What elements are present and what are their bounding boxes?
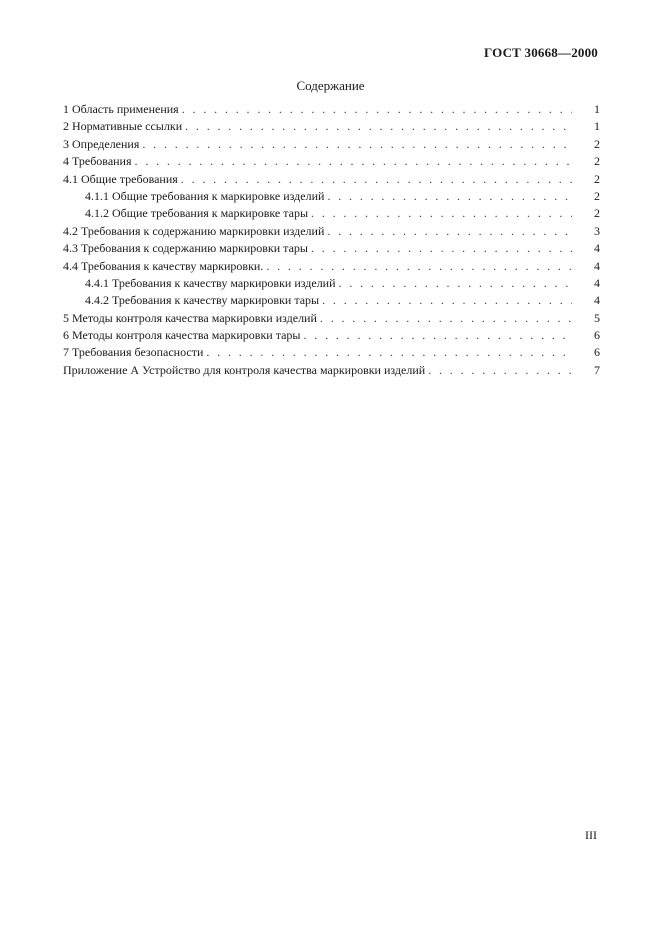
toc-dot-leader bbox=[206, 344, 572, 361]
toc-entry-page: 2 bbox=[594, 171, 600, 186]
toc-dot-leader bbox=[322, 292, 572, 309]
toc-entry[interactable] bbox=[63, 327, 600, 344]
toc-entry-label: 2 Нормативные ссылки bbox=[63, 119, 183, 134]
toc-dot-leader bbox=[327, 223, 572, 240]
toc-entry-label: 4.1.2 Общие требования к маркировке тары bbox=[85, 206, 309, 221]
toc-entry-page: 3 bbox=[594, 223, 600, 238]
toc-entry[interactable] bbox=[63, 344, 600, 361]
toc-dot-leader bbox=[327, 188, 572, 205]
toc-dot-leader bbox=[266, 258, 572, 275]
toc-dot-leader bbox=[185, 118, 572, 135]
toc-entry-label: 4.4 Требования к качеству маркировки. bbox=[63, 258, 264, 273]
toc-title: Содержание bbox=[296, 78, 365, 93]
toc-subentry[interactable] bbox=[63, 188, 600, 205]
toc-entry-page: 6 bbox=[594, 328, 600, 343]
standard-code-header: ГОСТ 30668—2000 bbox=[483, 45, 598, 60]
toc-entry-page: 2 bbox=[594, 154, 600, 169]
table-of-contents bbox=[63, 101, 600, 379]
toc-entry-page: 2 bbox=[594, 188, 600, 203]
toc-entry-page: 1 bbox=[594, 119, 600, 134]
toc-dot-leader bbox=[311, 240, 572, 257]
toc-dot-leader bbox=[135, 153, 572, 170]
toc-entry[interactable] bbox=[63, 258, 600, 275]
toc-entry-page: 5 bbox=[594, 310, 600, 325]
toc-entry-label: 4.1.1 Общие требования к маркировке изделий bbox=[85, 188, 325, 203]
toc-dot-leader bbox=[182, 101, 572, 118]
toc-dot-leader bbox=[142, 136, 572, 153]
toc-entry-label: Приложение А Устройство для контроля качества маркировки изделий bbox=[63, 362, 426, 377]
toc-entry-appendix[interactable] bbox=[63, 362, 600, 379]
toc-entry-label: 4.4.1 Требования к качеству маркировки изделий bbox=[85, 275, 336, 290]
toc-entry-page: 4 bbox=[594, 258, 600, 273]
toc-dot-leader bbox=[339, 275, 572, 292]
toc-entry-page: 6 bbox=[594, 345, 600, 360]
toc-entry[interactable] bbox=[63, 136, 600, 153]
toc-entry[interactable] bbox=[63, 223, 600, 240]
toc-entry-page: 2 bbox=[594, 136, 600, 151]
toc-subentry[interactable] bbox=[63, 292, 600, 309]
toc-entry-label: 7 Требования безопасности bbox=[63, 345, 204, 360]
toc-dot-leader bbox=[311, 205, 572, 222]
toc-entry-page: 7 bbox=[594, 362, 600, 377]
toc-entry-label: 3 Определения bbox=[63, 136, 140, 151]
toc-entry-label: 6 Методы контроля качества маркировки тары bbox=[63, 328, 301, 343]
toc-entry-label: 1 Область применения bbox=[63, 102, 179, 116]
toc-subentry[interactable] bbox=[63, 205, 600, 222]
toc-entry[interactable] bbox=[63, 310, 600, 327]
toc-dot-leader bbox=[181, 171, 572, 188]
toc-entry-page: 1 bbox=[594, 102, 600, 116]
toc-entry-page: 4 bbox=[594, 275, 600, 290]
toc-entry-label: 4.4.2 Требования к качеству маркировки тары bbox=[85, 293, 320, 308]
toc-dot-leader bbox=[303, 327, 572, 344]
toc-entry[interactable] bbox=[63, 240, 600, 257]
toc-entry-label: 4.3 Требования к содержанию маркировки тары bbox=[63, 241, 308, 256]
toc-entry[interactable] bbox=[63, 171, 600, 188]
toc-entry-label: 5 Методы контроля качества маркировки изделий bbox=[63, 310, 317, 325]
toc-entry-label: 4.1 Общие требования bbox=[63, 171, 178, 186]
page-number: III bbox=[585, 828, 597, 842]
toc-dot-leader bbox=[320, 310, 572, 327]
toc-entry[interactable] bbox=[63, 101, 600, 118]
toc-entry[interactable] bbox=[63, 153, 600, 170]
toc-subentry[interactable] bbox=[63, 275, 600, 292]
toc-entry-page: 2 bbox=[594, 206, 600, 221]
toc-entry-page: 4 bbox=[594, 293, 600, 308]
toc-entry-page: 4 bbox=[594, 241, 600, 256]
toc-entry[interactable] bbox=[63, 118, 600, 135]
toc-dot-leader bbox=[428, 362, 572, 379]
toc-entry-label: 4 Требования bbox=[63, 154, 132, 169]
toc-entry-label: 4.2 Требования к содержанию маркировки изделий bbox=[63, 223, 325, 238]
